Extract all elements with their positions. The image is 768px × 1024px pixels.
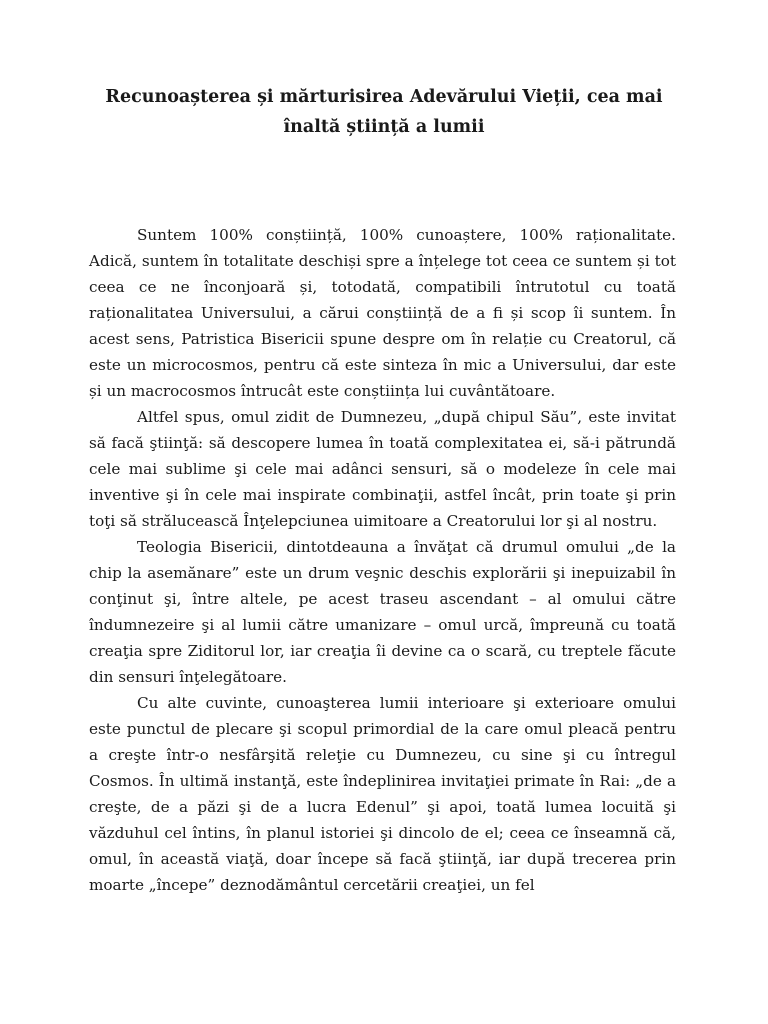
paragraph: Teologia Bisericii, dintotdeauna a învăţat că drumul omului „de la chip la asemănare” este un drum veşnic deschis explorării şi inepuizabil în conţinut şi, între altele, pe acest traseu ascendant – al omului către îndumnezeire şi al lumii către umanizare – omul urcă, împreună cu toată creaţia spre Ziditorul lor, iar creaţia îi devine ca o scară, cu treptele făcute din sensuri înţelegătoare. — [89, 538, 676, 686]
title-line-2: înaltă știință a lumii — [283, 117, 485, 137]
page-title — [90, 82, 678, 142]
paragraph: Cu alte cuvinte, cunoaşterea lumii interioare şi exterioare omului este punctul de plecare şi scopul primordial de la care omul pleacă pentru a creşte într-o nesfârşită releţie cu Dumnezeu, cu sine şi cu întregul Cosmos. În ultimă instanţă, este îndeplinirea invitaţiei primate în Rai: „de a creşte, de a păzi şi de a lucra Edenul” şi apoi, toată lumea locuită şi văzduhul cel întins, în planul istoriei şi dincolo de el; ceea ce înseamnă că, omul, în această viaţă, doar începe să facă ştiinţă, iar după trecerea prin moarte „începe” deznodământul cercetării creaţiei, un fel — [89, 694, 676, 894]
paragraph: Altfel spus, omul zidit de Dumnezeu, „după chipul Său”, este invitat să facă ştiinţă: să descopere lumea în toată complexitatea ei, să-i pătrundă cele mai sublime şi cele mai adânci sensuri, să o modeleze în cele mai inventive şi în cele mai inspirate combinaţii, astfel încât, prin toate şi prin toţi să strălucească Înţelepciunea uimitoare a Creatorului lor şi al nostru. — [89, 408, 676, 530]
title-line-1: Recunoașterea și mărturisirea Adevărului Vieții, cea mai — [105, 87, 663, 107]
document-body — [89, 222, 676, 898]
paragraph: Suntem 100% conștiință, 100% cunoaștere, 100% raționalitate. Adică, suntem în totalitate deschiși spre a înțelege tot ceea ce suntem și tot ceea ce ne înconjoară și, totodată, compatibili întrutotul cu toată raționalitatea Universului, a cărui conștiință de a fi și scop îi suntem. În acest sens, Patristica Bisericii spune despre om în relație cu Creatorul, că este un microcosmos, pentru că este sinteza în mic a Universului, dar este și un macrocosmos întrucât este conștiința lui cuvântătoare. — [89, 226, 676, 400]
